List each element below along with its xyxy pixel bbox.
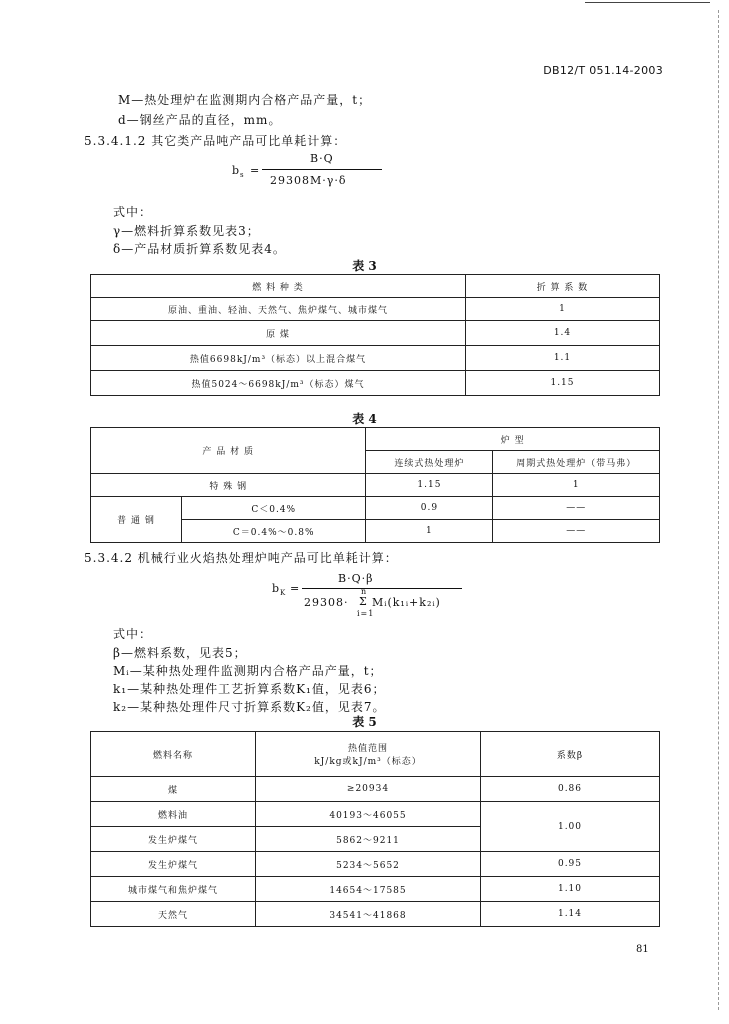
table-cell: 煤: [91, 777, 256, 802]
table-3-caption: 表 3: [352, 259, 377, 273]
table-row: [91, 428, 660, 451]
table-row: [91, 474, 660, 497]
formula-1-lhs: b: [232, 164, 241, 177]
table-cell: 34541～41868: [256, 902, 481, 927]
table-row: [91, 902, 660, 927]
formula-2-fraction-bar: [302, 588, 462, 589]
table-4-header-material: 产 品 材 质: [91, 428, 366, 474]
definition-mi: Mᵢ—某种热处理件监测期内合格产品产量，t；: [113, 664, 383, 678]
table-row: [91, 497, 660, 520]
table-row: [91, 877, 660, 902]
table-3-header-coefficient: 折 算 系 数: [466, 275, 660, 298]
table-cell: C＝0.4%～0.8%: [182, 520, 366, 543]
formula-1-numerator: B·Q: [310, 152, 334, 165]
table-cell: 1.15: [466, 371, 660, 396]
table-cell: 城市煤气和焦炉煤气: [91, 877, 256, 902]
definition-d: d—钢丝产品的直径，mm。: [118, 113, 282, 127]
table-cell: 1.00: [481, 802, 660, 852]
table-5-header-heat: [256, 732, 481, 777]
table-cell: 发生炉煤气: [91, 827, 256, 852]
table-5-header-coefficient: 系数β: [481, 732, 660, 777]
table-cell: 天然气: [91, 902, 256, 927]
table-cell: 热值5024～6698kJ/m³（标态）煤气: [91, 371, 466, 396]
table-cell: 0.86: [481, 777, 660, 802]
table-cell: 1.4: [466, 321, 660, 346]
table-cell: 1.10: [481, 877, 660, 902]
formula-2-equals: =: [290, 582, 301, 595]
table-cell: 0.95: [481, 852, 660, 877]
table-5-header-heat-line2: kJ/kg或kJ/m³（标态）: [314, 757, 422, 767]
table-cell: ——: [493, 520, 660, 543]
table-cell: 1.15: [366, 474, 493, 497]
definition-delta: δ—产品材质折算系数见表4。: [113, 242, 286, 256]
table-row: [91, 275, 660, 298]
formula-2-sum-bottom: i=1: [357, 609, 375, 618]
where-label-1: 式中：: [113, 205, 153, 219]
table-row: [91, 346, 660, 371]
table-3-header-fuel-type: 燃 料 种 类: [91, 275, 466, 298]
table-row: [91, 777, 660, 802]
table-row: [91, 371, 660, 396]
table-cell: 14654～17585: [256, 877, 481, 902]
table-cell: 发生炉煤气: [91, 852, 256, 877]
table-4: [90, 427, 660, 543]
sigma-icon: Σ: [359, 595, 368, 608]
page-edge-dashes: [717, 10, 719, 1010]
formula-1-equals: =: [250, 164, 261, 177]
formula-1: [232, 152, 412, 194]
section-5-3-4-2: 5.3.4.2 机械行业火焰热处理炉吨产品可比单耗计算：: [84, 551, 398, 565]
table-row: [91, 321, 660, 346]
formula-2-sum-top: n: [361, 587, 368, 596]
table-cell: ≥20934: [256, 777, 481, 802]
definition-gamma: γ—燃料折算系数见表3；: [113, 224, 260, 238]
formula-1-fraction-bar: [262, 169, 382, 170]
table-3: [90, 274, 660, 396]
table-cell: C＜0.4%: [182, 497, 366, 520]
table-cell: 原 煤: [91, 321, 466, 346]
table-row: [91, 732, 660, 777]
table-4-sub-continuous: 连续式热处理炉: [366, 451, 493, 474]
table-row: [91, 852, 660, 877]
formula-2-numerator: B·Q·β: [338, 572, 374, 585]
definition-k2: k₂—某种热处理件尺寸折算系数K₂值，见表7。: [113, 700, 386, 714]
table-row: [91, 802, 660, 827]
table-cell: 0.9: [366, 497, 493, 520]
standard-code: DB12/T 051.14-2003: [543, 64, 663, 77]
table-cell: 热值6698kJ/m³（标态）以上混合煤气: [91, 346, 466, 371]
table-row: [91, 298, 660, 321]
table-4-common-steel: 普 通 钢: [91, 497, 182, 543]
formula-2-denominator-right: Mᵢ(k₁ᵢ+k₂ᵢ): [372, 596, 441, 609]
table-cell: 1: [466, 298, 660, 321]
table-cell: 1: [366, 520, 493, 543]
table-cell: 1: [493, 474, 660, 497]
definition-k1: k₁—某种热处理件工艺折算系数K₁值，见表6；: [113, 682, 386, 696]
formula-2-denominator-left: 29308·: [304, 596, 349, 609]
table-5-caption: 表 5: [352, 715, 377, 729]
top-rule: [585, 2, 710, 3]
table-cell: 40193～46055: [256, 802, 481, 827]
page-number: 81: [636, 944, 649, 955]
table-cell: 5862～9211: [256, 827, 481, 852]
table-4-sub-periodic: 周期式热处理炉（带马弗）: [493, 451, 660, 474]
definition-beta: β—燃料系数，见表5；: [113, 646, 247, 660]
table-cell: 1.1: [466, 346, 660, 371]
table-cell: 5234～5652: [256, 852, 481, 877]
formula-2-lhs-sub: K: [280, 589, 287, 598]
formula-1-denominator: 29308M·γ·δ: [270, 174, 347, 187]
table-4-special-steel: 特 殊 钢: [91, 474, 366, 497]
table-cell: ——: [493, 497, 660, 520]
formula-2-lhs: b: [272, 582, 281, 595]
formula-1-lhs-sub: s: [240, 171, 245, 180]
definition-m: M—热处理炉在监测期内合格产品产量，t；: [118, 93, 372, 107]
table-4-caption: 表 4: [352, 412, 377, 426]
table-5-header-fuel-name: 燃料名称: [91, 732, 256, 777]
table-5: [90, 731, 660, 927]
where-label-2: 式中：: [113, 627, 153, 641]
formula-2: [272, 570, 472, 620]
table-4-header-furnace: 炉 型: [366, 428, 660, 451]
table-cell: 燃料油: [91, 802, 256, 827]
table-5-header-heat-line1: 热值范围: [347, 744, 388, 754]
section-5-3-4-1-2: 5.3.4.1.2 其它类产品吨产品可比单耗计算：: [84, 134, 347, 148]
table-cell: 原油、重油、轻油、天然气、焦炉煤气、城市煤气: [91, 298, 466, 321]
table-cell: 1.14: [481, 902, 660, 927]
